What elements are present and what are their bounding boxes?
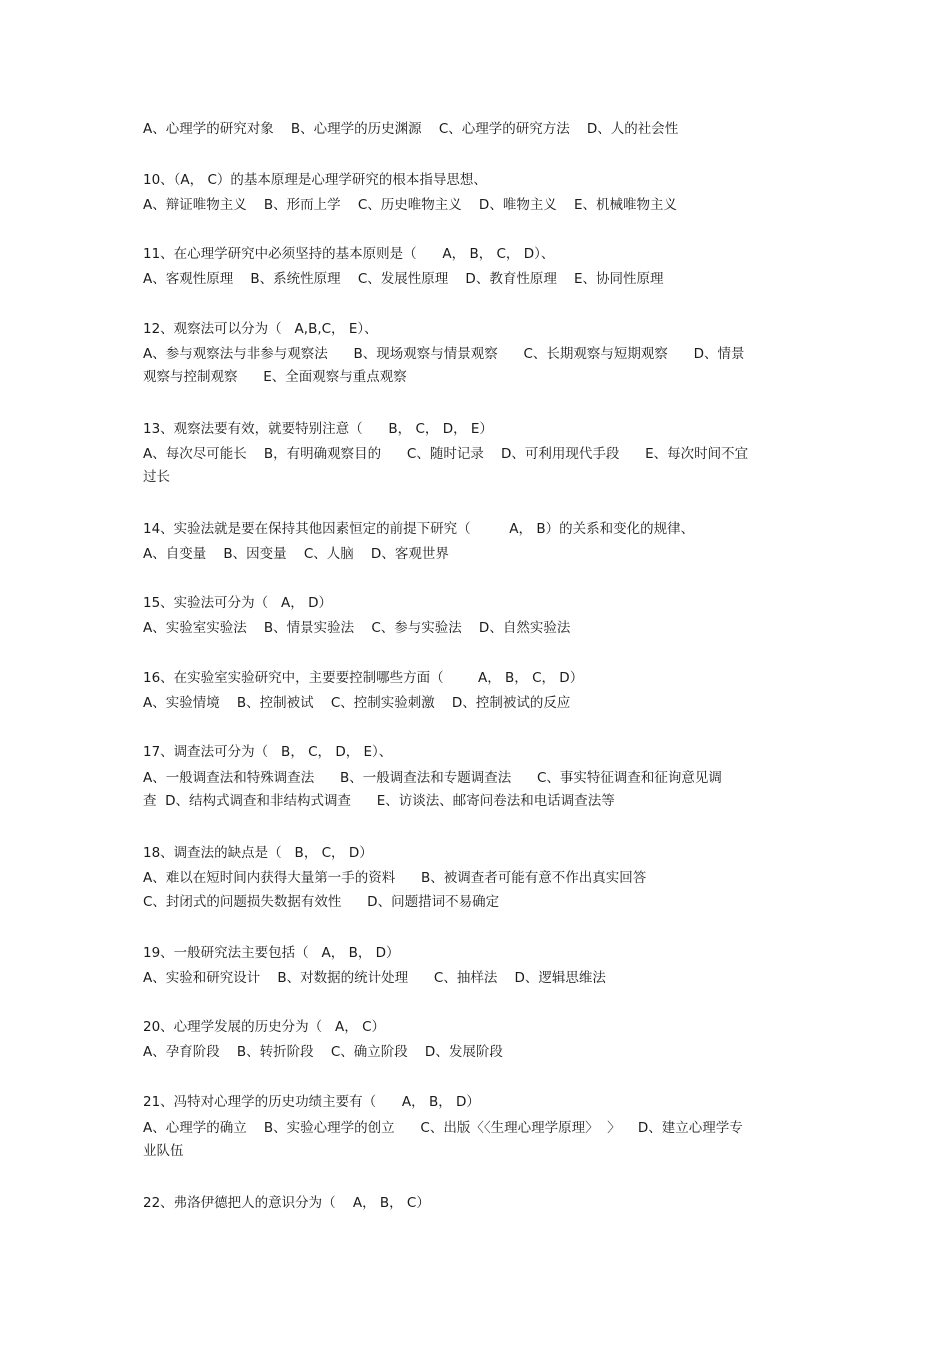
option-line-q15: A、实验室实验法 B、情景实验法 C、参与实验法 D、自然实验法: [143, 620, 571, 636]
option-line-q21-cont: 业队伍: [143, 1143, 184, 1159]
option-line-q16: A、实验情境 B、控制被试 C、控制实验刺激 D、控制被试的反应: [143, 695, 571, 711]
question-16: 16、在实验室实验研究中，主要要控制哪些方面（ A， B， C， D）: [143, 670, 584, 686]
option-line-q20: A、孕育阶段 B、转折阶段 C、确立阶段 D、发展阶段: [143, 1044, 503, 1060]
option-line-q18-cont: C、封闭式的问题损失数据有效性 D、问题措词不易确定: [143, 894, 500, 910]
question-14: 14、实验法就是要在保持其他因素恒定的前提下研究（ A， B）的关系和变化的规律、: [143, 521, 695, 537]
option-line-q14: A、自变量 B、因变量 C、人脑 D、客观世界: [143, 546, 449, 562]
question-18: 18、调查法的缺点是（ B， C， D）: [143, 845, 373, 861]
option-line-q13: A、每次尽可能长 B，有明确观察目的 C、随时记录 D、可利用现代手段 E、每次时间不宜: [143, 446, 749, 462]
question-13: 13、观察法要有效，就要特别注意（ B， C， D， E）: [143, 421, 493, 437]
question-15: 15、实验法可分为（ A， D）: [143, 595, 332, 611]
option-line-q9: A、心理学的研究对象 B、心理学的历史渊源 C、心理学的研究方法 D、人的社会性: [143, 121, 679, 137]
question-10: 10、（A， C）的基本原理是心理学研究的根本指导思想、: [143, 172, 487, 188]
question-19: 19、一般研究法主要包括（ A， B， D）: [143, 945, 400, 961]
option-line-q17: A、一般调查法和特殊调查法 B、一般调查法和专题调查法 C、事实特征调查和征询意见调: [143, 770, 722, 786]
option-line-q12: A、参与观察法与非参与观察法 B、现场观察与情景观察 C、长期观察与短期观察 D、情景: [143, 346, 745, 362]
question-22: 22、弗洛伊德把人的意识分为（ A， B， C）: [143, 1195, 430, 1211]
option-line-q11: A、客观性原理 B、系统性原理 C、发展性原理 D、教育性原理 E、协同性原理: [143, 271, 664, 287]
option-line-q10: A、辩证唯物主义 B、形而上学 C、历史唯物主义 D、唯物主义 E、机械唯物主义: [143, 197, 678, 213]
option-line-q13-cont: 过长: [143, 469, 170, 485]
question-11: 11、在心理学研究中必须坚持的基本原则是（ A， B， C， D）、: [143, 246, 555, 262]
question-17: 17、调查法可分为（ B， C， D， E）、: [143, 744, 393, 760]
option-line-q18: A、难以在短时间内获得大量第一手的资料 B、被调查者可能有意不作出真实回答: [143, 870, 647, 886]
option-line-q17-cont: 查 D、结构式调查和非结构式调查 E、访谈法、邮寄问卷法和电话调查法等: [143, 793, 615, 809]
option-line-q12-cont: 观察与控制观察 E、全面观察与重点观察: [143, 369, 407, 385]
question-20: 20、心理学发展的历史分为（ A， C）: [143, 1019, 386, 1035]
option-line-q19: A、实验和研究设计 B、对数据的统计处理 C、抽样法 D、逻辑思维法: [143, 970, 606, 986]
question-12: 12、观察法可以分为（ A,B,C， E）、: [143, 321, 378, 337]
question-21: 21、冯特对心理学的历史功绩主要有（ A， B， D）: [143, 1094, 480, 1110]
option-line-q21: A、心理学的确立 B、实验心理学的创立 C、出版〈〈生理心理学原理〉 〉 D、建立心理学专: [143, 1120, 743, 1136]
